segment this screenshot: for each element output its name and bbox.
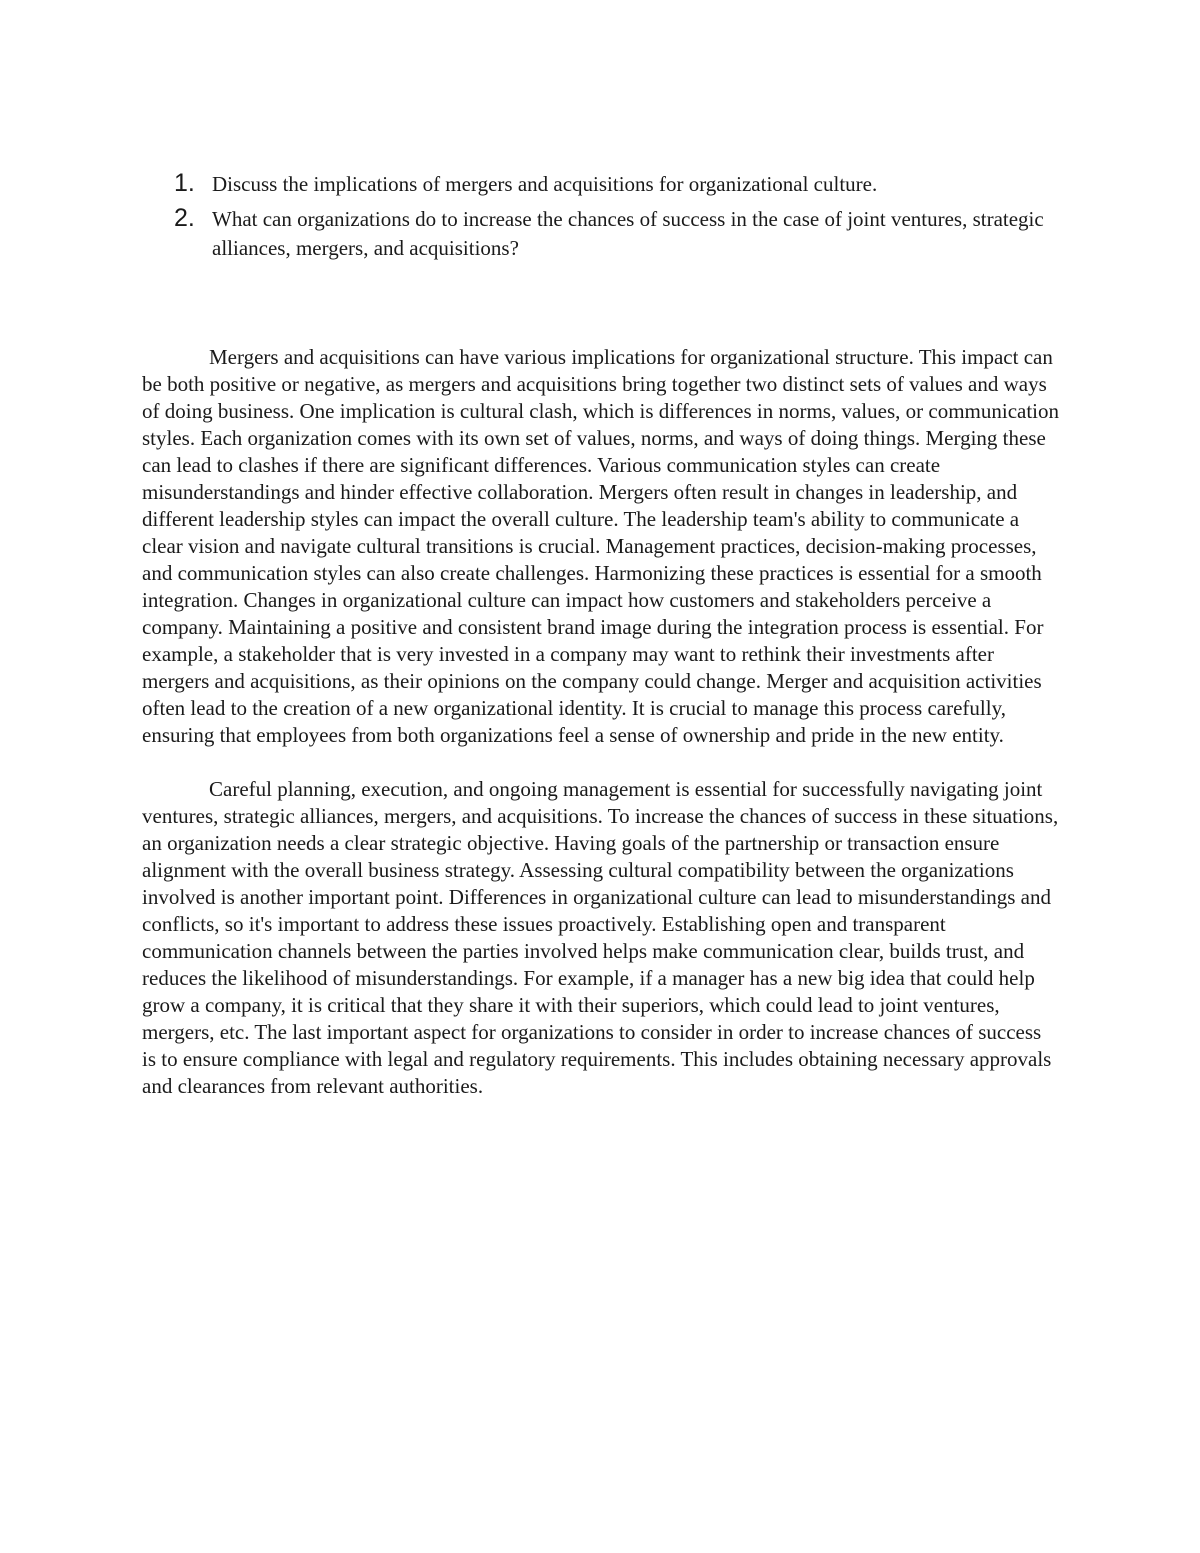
question-list xyxy=(170,170,1070,269)
question-number: 2. xyxy=(174,204,195,232)
essay-body xyxy=(142,344,1060,1127)
question-text: What can organizations do to increase the chances of success in the case of joint ventures, strategic alliances, mergers, and acquisitions? xyxy=(212,207,1044,260)
question-item xyxy=(170,170,1070,199)
essay-paragraph: Careful planning, execution, and ongoing management is essential for successfully navigating joint ventures, strategic alliances, mergers, and acquisitions. To increase the chances of success in these situations, an organization needs a clear strategic objective. Having goals of the partnership or transaction ensure alignment with the overall business strategy. Assessing cultural compatibility between the organizations involved is another important point. Differences in organizational culture can lead to misunderstandings and conflicts, so it's important to address these issues proactively. Establishing open and transparent communication channels between the parties involved helps make communication clear, builds trust, and reduces the likelihood of misunderstandings. For example, if a manager has a new big idea that could help grow a company, it is critical that they share it with their superiors, which could lead to joint ventures, mergers, etc. The last important aspect for organizations to consider in order to increase chances of success is to ensure compliance with legal and regulatory requirements. This includes obtaining necessary approvals and clearances from relevant authorities. xyxy=(142,777,1059,1098)
question-text: Discuss the implications of mergers and acquisitions for organizational culture. xyxy=(212,172,878,196)
question-number: 1. xyxy=(174,169,195,197)
essay-paragraph: Mergers and acquisitions can have various implications for organizational structure. This impact can be both positive or negative, as mergers and acquisitions bring together two distinct sets of values and ways of doing business. One implication is cultural clash, which is differences in norms, values, or communication styles. Each organization comes with its own set of values, norms, and ways of doing things. Merging these can lead to clashes if there are significant differences. Various communication styles can create misunderstandings and hinder effective collaboration. Mergers often result in changes in leadership, and different leadership styles can impact the overall culture. The leadership team's ability to communicate a clear vision and navigate cultural transitions is crucial. Management practices, decision-making processes, and communication styles can also create challenges. Harmonizing these practices is essential for a smooth integration. Changes in organizational culture can impact how customers and stakeholders perceive a company. Maintaining a positive and consistent brand image during the integration process is essential. For example, a stakeholder that is very invested in a company may want to rethink their investments after mergers and acquisitions, as their opinions on the company could change. Merger and acquisition activities often lead to the creation of a new organizational identity. It is crucial to manage this process carefully, ensuring that employees from both organizations feel a sense of ownership and pride in the new entity. xyxy=(142,345,1060,747)
question-item xyxy=(170,205,1070,263)
